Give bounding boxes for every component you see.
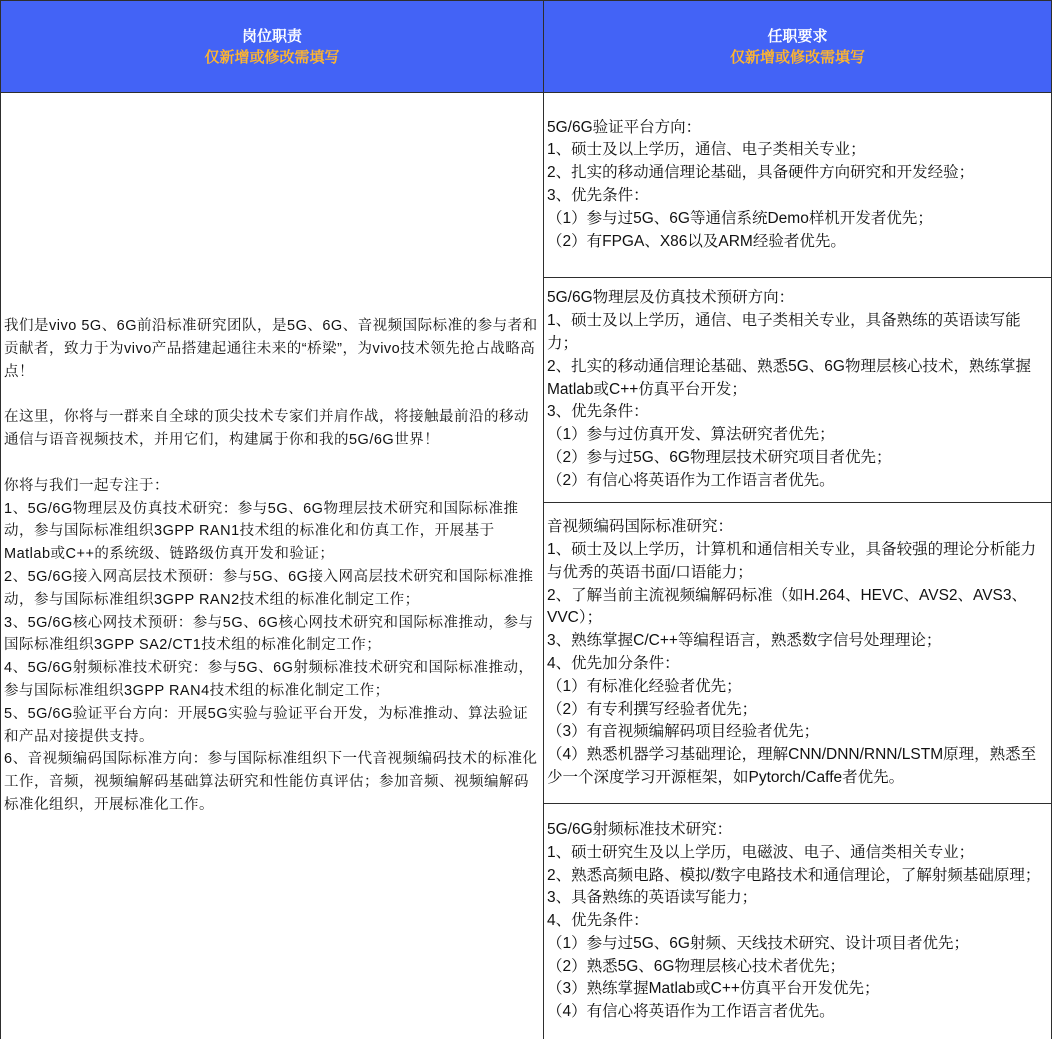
requirement-line: 4、优先加分条件： [547, 655, 680, 672]
requirement-line: 2、扎实的移动通信理论基础，具备硬件方向研究和开发经验； [547, 164, 975, 182]
requirement-line: 3、熟练掌握C/C++等编程语言，熟悉数字信号处理理论； [547, 632, 942, 650]
requirement-title: 5G/6G物理层及仿真技术预研方向： [547, 289, 795, 307]
header-row [1, 1, 1052, 93]
requirement-line: （1）参与过5G、6G射频、天线技术研究、设计项目者优先； [547, 934, 969, 952]
focus-title: 你将与我们一起专注于： [4, 477, 169, 494]
header-responsibilities [1, 1, 544, 93]
requirement-title: 音视频编码国际标准研究： [547, 518, 734, 536]
requirement-line: （2）有专利撰写经验者优先； [547, 700, 758, 718]
mission-text: 在这里，你将与一群来自全球的顶尖技术专家们并肩作战，将接触最前沿的移动通信与语音视频技术，并用它们，构建属于你和我的5G/6G世界！ [4, 409, 529, 449]
focus-item: 4、5G/6G射频标准技术研究：参与5G、6G射频标准技术研究和国际标准推动，参与国际标准组织3GPP RAN4技术组的标准化制定工作； [4, 660, 534, 699]
requirement-line: 3、具备熟练的英语读写能力； [547, 889, 758, 907]
requirement-line: 1、硕士研究生及以上学历，电磁波、电子、通信类相关专业； [547, 843, 975, 861]
requirement-line: 2、了解当前主流视频编解码标准（如H.264、HEVC、AVS2、AVS3、VVC）； [547, 586, 1028, 627]
requirement-line: （3）有音视频编解码项目经验者优先； [547, 723, 820, 741]
requirement-line: （2）有FPGA、X86以及ARM经验者优先。 [547, 232, 846, 250]
requirement-line: （1）有标准化经验者优先； [547, 677, 742, 695]
header-requirements-note: 仅新增或修改需填写 [729, 48, 865, 66]
requirement-line: （2）参与过5G、6G物理层技术研究项目者优先； [547, 448, 892, 466]
requirement-cell-physical-layer [544, 278, 1052, 503]
requirement-title: 5G/6G射频标准技术研究： [547, 820, 733, 838]
requirement-line: 3、优先条件： [547, 403, 649, 421]
focus-item: 6、音视频编码国际标准方向：参与国际标准组织下一代音视频编码技术的标准化工作，音频，视频编解码基础算法研究和性能仿真评估；参加音频、视频编解码标准化组织，开展标准化工作。 [4, 751, 538, 813]
requirement-cell-rf-standard [544, 804, 1052, 1039]
header-responsibilities-note: 仅新增或修改需填写 [204, 48, 340, 66]
focus-item: 2、5G/6G接入网高层技术预研：参与5G、6G接入网高层技术研究和国际标准推动，参与国际标准组织3GPP RAN2技术组的标准化制定工作； [4, 569, 534, 608]
requirement-cell-video-coding [544, 503, 1052, 804]
requirement-line: 4、优先条件： [547, 912, 649, 930]
requirement-line: （2）熟悉5G、6G物理层核心技术者优先； [547, 957, 845, 975]
header-requirements-title: 任职要求 [767, 27, 828, 45]
focus-item: 3、5G/6G核心网技术预研：参与5G、6G核心网技术研究和国际标准推动，参与国际标准组织3GPP SA2/CT1技术组的标准化制定工作； [4, 614, 534, 654]
requirement-cell-verification-platform [544, 93, 1052, 278]
focus-item: 1、5G/6G物理层及仿真技术研究：参与5G、6G物理层技术研究和国际标准推动，参与国际标准组织3GPP RAN1技术组的标准化和仿真工作，开展基于Matlab或C++的系统级、链路级仿真开发和验证； [4, 500, 519, 563]
requirement-line: 1、硕士及以上学历，通信、电子类相关专业，具备熟练的英语读写能力； [547, 312, 1021, 352]
requirement-line: 3、优先条件： [547, 187, 649, 204]
header-requirements [544, 1, 1052, 93]
header-responsibilities-title: 岗位职责 [241, 27, 302, 45]
responsibilities-cell [1, 93, 544, 1039]
focus-item: 5、5G/6G验证平台方向：开展5G实验与验证平台开发，为标准推动、算法验证和产品对接提供支持。 [4, 705, 529, 745]
requirement-title: 5G/6G验证平台方向： [547, 118, 702, 136]
requirement-line: 2、熟悉高频电路、模拟/数字电路技术和通信理论，了解射频基础原理； [547, 866, 1041, 884]
requirement-line: （1）参与过仿真开发、算法研究者优先； [547, 426, 835, 444]
requirement-line: 1、硕士及以上学历，通信、电子类相关专业； [547, 141, 866, 159]
requirement-line: 2、扎实的移动通信理论基础、熟悉5G、6G物理层核心技术，熟练掌握Matlab或C++仿真平台开发； [547, 357, 1031, 398]
table-row [1, 93, 1052, 278]
requirement-line: （4）熟悉机器学习基础理论，理解CNN/DNN/RNN/LSTM原理，熟悉至少一个深度学习开源框架，如Pytorch/Caffe者优先。 [547, 746, 1037, 786]
requirement-line: （1）参与过5G、6G等通信系统Demo样机开发者优先； [547, 209, 933, 227]
requirement-line: 1、硕士及以上学历，计算机和通信相关专业，具备较强的理论分析能力与优秀的英语书面/口语能力； [547, 541, 1037, 581]
requirement-line: （2）有信心将英语作为工作语言者优先。 [547, 471, 835, 489]
requirement-line: （3）熟练掌握Matlab或C++仿真平台开发优先； [547, 980, 880, 998]
team-intro: 我们是vivo 5G、6G前沿标准研究团队，是5G、6G、音视频国际标准的参与者和贡献者，致力于为vivo产品搭建起通往未来的“桥梁”，为vivo技术领先抢占战略高点！ [4, 318, 538, 380]
requirement-line: （4）有信心将英语作为工作语言者优先。 [547, 1003, 835, 1021]
